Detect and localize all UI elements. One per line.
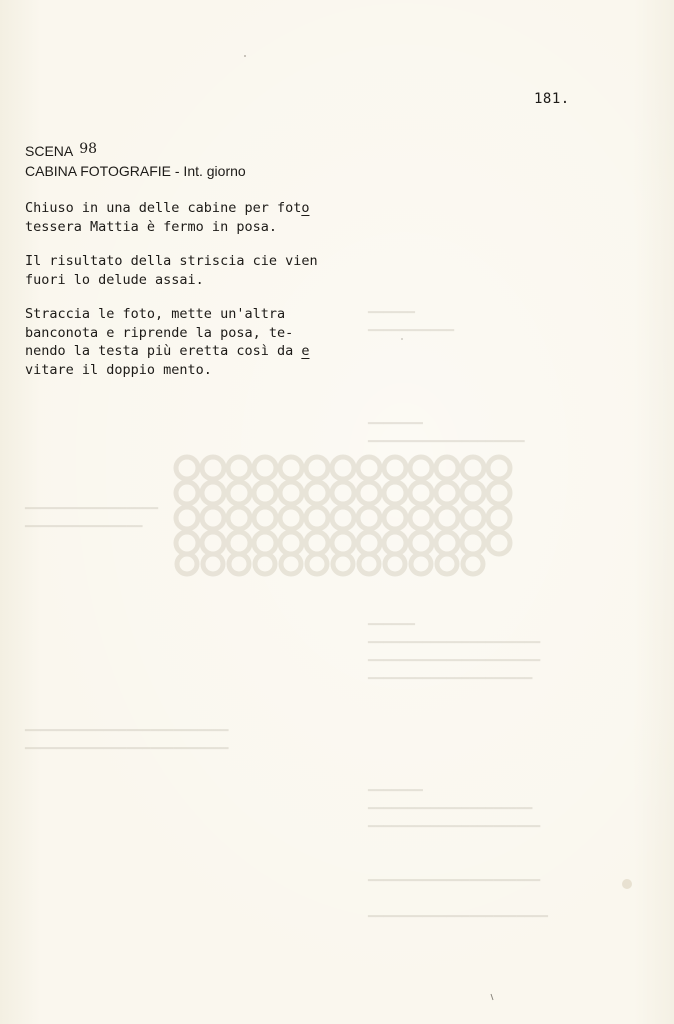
bleed-through-text: ▁▁▁▁▁▁▁▁▁▁▁▁▁▁▁▁▁▁▁▁ — [368, 428, 525, 443]
bleed-through-text: ▁▁▁▁▁▁▁▁▁▁▁▁▁▁▁▁▁▁▁▁▁▁▁ — [368, 903, 549, 918]
text-segment: nendo la testa più eretta così da — [25, 343, 302, 359]
scene-number: 98 — [79, 141, 98, 157]
text-line — [25, 305, 385, 324]
bleed-through-text: ▁▁▁▁▁▁▁▁▁▁▁▁▁▁▁▁▁▁▁▁▁▁▁▁▁▁ — [25, 717, 229, 732]
text-line — [25, 324, 385, 343]
bleed-through-text: ▁▁▁▁▁▁▁▁▁▁▁▁▁▁▁▁▁▁▁▁▁▁ — [368, 629, 541, 644]
bleed-through-text: ▁▁▁▁▁▁▁▁▁▁▁▁▁▁▁▁▁▁▁▁▁▁ — [368, 867, 541, 882]
text-segment: fuori lo delude assai. — [25, 271, 204, 288]
bleed-through-text: ▁▁▁▁▁▁▁▁▁▁▁▁▁▁▁▁▁▁▁▁▁▁▁▁▁▁ — [25, 735, 229, 750]
bleed-through-text: ▁▁▁▁▁▁ — [368, 611, 415, 626]
bleed-through-text: ▁▁▁▁▁▁▁▁▁▁▁▁▁▁▁▁▁▁▁▁▁▁ — [368, 647, 541, 662]
text-line — [25, 271, 385, 290]
bleed-through-text: ▁▁▁▁▁▁▁▁▁▁▁▁▁▁▁▁▁▁▁▁▁▁ — [368, 813, 541, 828]
text-segment: banconota e riprende la posa, te- — [25, 324, 294, 341]
bleed-through-text: ▁▁▁▁▁▁▁ — [368, 777, 423, 792]
paragraph — [25, 305, 385, 379]
text-line — [25, 199, 385, 218]
scene-location — [25, 162, 246, 181]
scene-description — [25, 199, 385, 395]
text-segment: tessera Mattia è fermo in posa. — [25, 218, 277, 235]
scene-location-text: CABINA FOTOGRAFIE - Int. giorno — [25, 163, 246, 179]
text-segment: Straccia le foto, mette un'altra — [25, 306, 286, 322]
paragraph — [25, 199, 385, 236]
paragraph — [25, 252, 385, 289]
page-number: 181. — [534, 91, 570, 107]
bleed-through-text: ▁▁▁▁▁▁▁▁▁▁▁▁▁▁▁▁▁▁▁▁▁ — [368, 795, 533, 810]
scene-label: SCENA — [25, 143, 74, 159]
bleed-through-text: ▁▁▁▁▁▁▁▁▁▁▁▁▁▁▁ — [25, 513, 143, 528]
text-segment: Il risultato della striscia cie vien — [25, 253, 318, 269]
text-line — [25, 252, 385, 271]
text-segment: vitare il doppio mento. — [25, 361, 212, 378]
bleed-through-text: ▁▁▁▁▁▁▁ — [368, 410, 423, 425]
underlined-text: e — [301, 343, 310, 359]
text-line — [25, 361, 385, 380]
scene-title-line — [25, 142, 246, 162]
scene-heading — [25, 142, 246, 181]
bleed-through-text: ▁▁▁▁▁▁▁▁▁▁▁▁▁▁▁▁▁▁▁▁▁ — [368, 665, 533, 680]
bleed-through-text: ▁▁▁▁▁▁▁▁▁▁▁ — [368, 317, 455, 332]
underlined-text: o — [301, 200, 310, 216]
text-line — [25, 342, 385, 361]
bleed-through-text: ▁▁▁▁▁▁▁▁▁▁▁▁▁▁▁▁▁ — [25, 495, 159, 510]
text-segment: Chiuso in una delle cabine per fot — [25, 200, 302, 216]
bleed-through-text: ▁▁▁▁▁▁ — [368, 299, 415, 314]
text-line — [25, 218, 385, 237]
